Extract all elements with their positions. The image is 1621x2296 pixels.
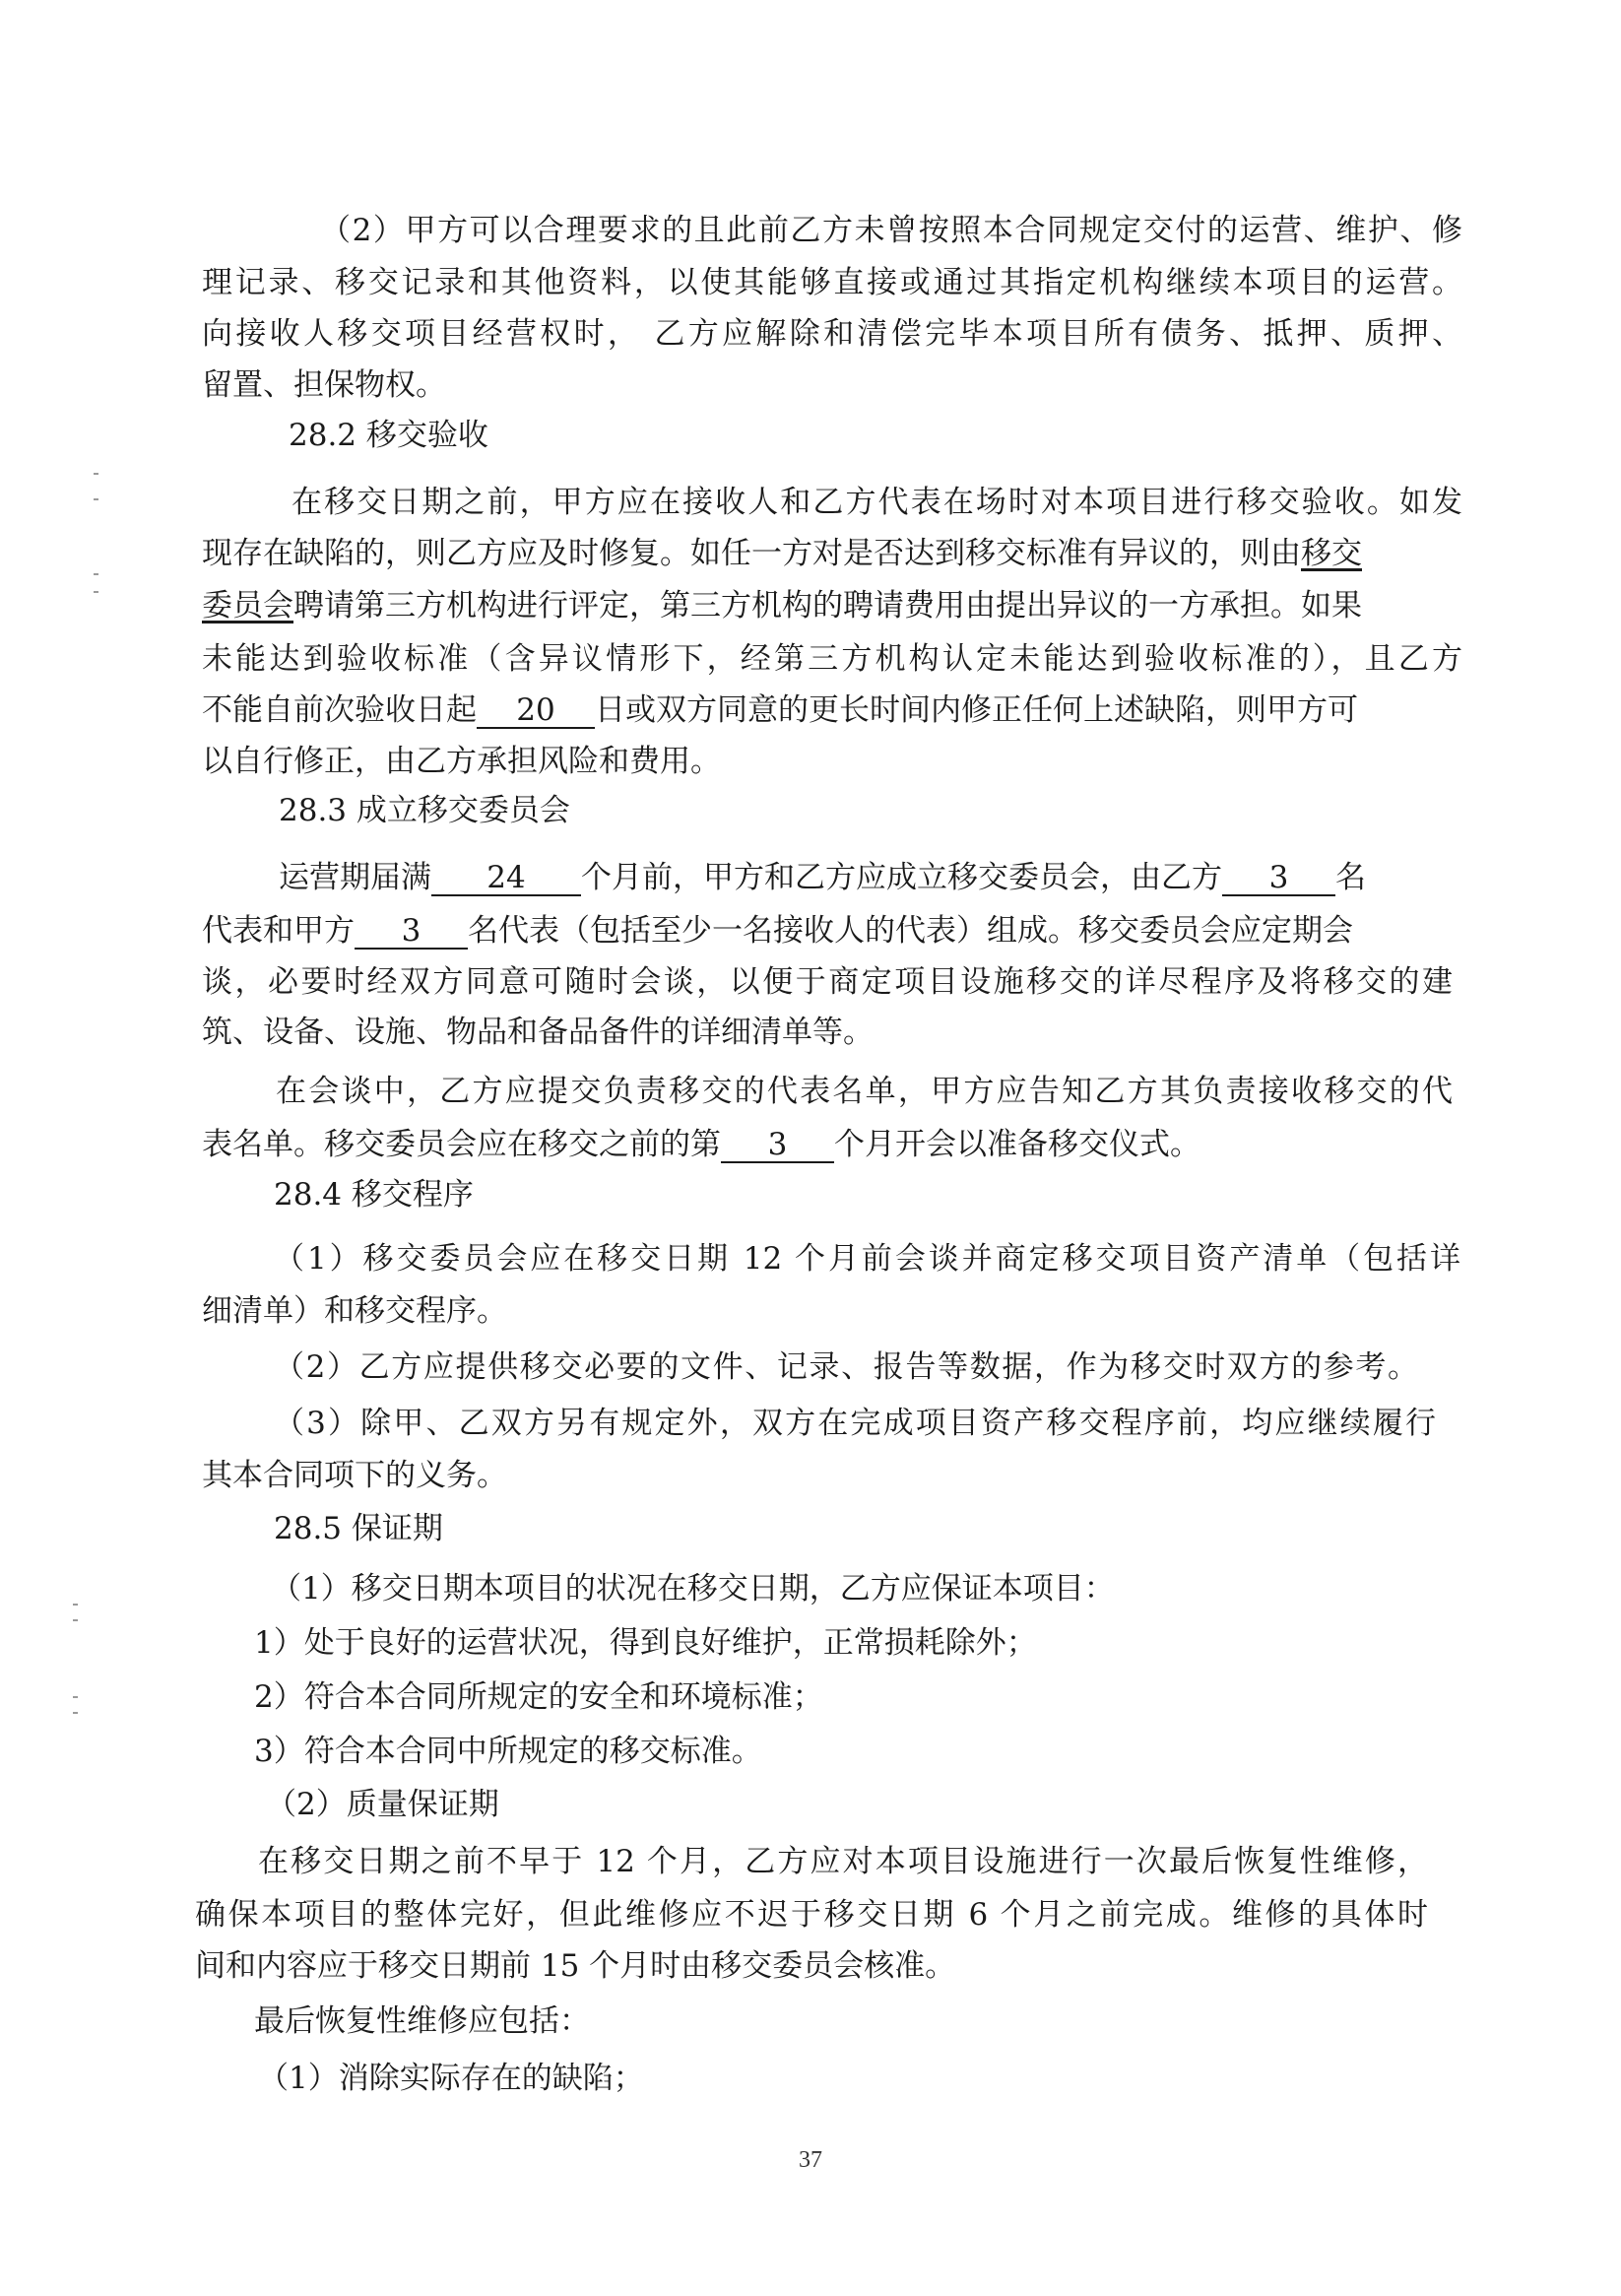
filled-blank: 3 — [1222, 861, 1335, 896]
binding-mark — [94, 498, 98, 500]
list-item: 2）符合本合同所规定的安全和环境标准； — [254, 1679, 823, 1715]
underlined-term: 委员会 — [202, 588, 293, 623]
list-item: （1）消除实际存在的缺陷； — [258, 2061, 644, 2096]
text-run: 日或双方同意的更长时间内修正任何上述缺陷，则甲方可 — [595, 692, 1358, 728]
paragraph-line: 在移交日期之前不早于 12 个月，乙方应对本项目设施进行一次最后恢复性维修， — [258, 1844, 1428, 1879]
paragraph-line: 最后恢复性维修应包括： — [254, 2003, 590, 2039]
paragraph-line: 向接收人移交项目经营权时， 乙方应解除和清偿完毕本项目所有债务、抵押、质押、 — [202, 316, 1462, 352]
paragraph-line: （2）乙方应提供移交必要的文件、记录、报告等数据，作为移交时双方的参考。 — [274, 1349, 1418, 1385]
filled-blank: 20 — [477, 693, 595, 729]
binding-mark — [94, 473, 98, 475]
page-number: 37 — [799, 2147, 822, 2173]
underlined-term: 移交 — [1301, 536, 1362, 571]
text-run: 名 — [1335, 860, 1366, 895]
paragraph-line: 确保本项目的整体完好，但此维修应不迟于移交日期 6 个月之前完成。维修的具体时 — [195, 1897, 1428, 1933]
text-run: 现存在缺陷的，则乙方应及时修复。如任一方对是否达到移交标准有异议的，则由 — [202, 536, 1301, 571]
list-item: 3）符合本合同中所规定的移交标准。 — [254, 1734, 762, 1769]
paragraph-line: （1）移交委员会应在移交日期 12 个月前会谈并商定移交项目资产清单（包括详 — [274, 1241, 1460, 1277]
paragraph-line: （2）质量保证期 — [266, 1787, 499, 1822]
paragraph-line: 留置、担保物权。 — [202, 367, 446, 403]
binding-mark — [73, 1696, 78, 1698]
paragraph-line — [202, 905, 1467, 956]
paragraph-line — [279, 852, 1544, 903]
text-run: 个月开会以准备移交仪式。 — [834, 1127, 1200, 1162]
binding-mark — [73, 1604, 78, 1606]
binding-mark — [73, 1712, 78, 1714]
binding-mark — [73, 1619, 78, 1621]
section-heading-28-5: 28.5 保证期 — [274, 1511, 443, 1546]
section-heading-28-3: 28.3 成立移交委员会 — [279, 793, 570, 828]
text-run: 运营期届满 — [279, 860, 431, 895]
filled-blank: 24 — [431, 861, 581, 896]
binding-mark — [94, 573, 98, 575]
paragraph-line: 在移交日期之前，甲方应在接收人和乙方代表在场时对本项目进行移交验收。如发 — [292, 485, 1462, 520]
section-heading-28-2: 28.2 移交验收 — [289, 418, 488, 453]
paragraph-line: 其本合同项下的义务。 — [202, 1458, 507, 1493]
paragraph-line: 谈，必要时经双方同意可随时会谈，以便于商定项目设施移交的详尽程序及将移交的建 — [202, 964, 1453, 1000]
paragraph-line — [202, 528, 1467, 579]
binding-mark — [94, 591, 98, 593]
text-run: 不能自前次验收日起 — [202, 692, 477, 728]
paragraph-line: （1）移交日期本项目的状况在移交日期，乙方应保证本项目： — [271, 1571, 1115, 1607]
paragraph-line: （2）甲方可以合理要求的且此前乙方未曾按照本合同规定交付的运营、维护、修 — [320, 213, 1462, 248]
text-run: 个月前，甲方和乙方应成立移交委员会，由乙方 — [581, 860, 1222, 895]
paragraph-line: 未能达到验收标准（含异议情形下，经第三方机构认定未能达到验收标准的），且乙方 — [202, 641, 1462, 677]
paragraph-line: 理记录、移交记录和其他资料，以使其能够直接或通过其指定机构继续本项目的运营。 — [202, 265, 1462, 300]
paragraph-line: 以自行修正，由乙方承担风险和费用。 — [202, 744, 721, 779]
section-heading-28-4: 28.4 移交程序 — [274, 1177, 474, 1213]
paragraph-line: 细清单）和移交程序。 — [202, 1293, 507, 1329]
paragraph-line — [202, 580, 1467, 631]
paragraph-line: 间和内容应于移交日期前 15 个月时由移交委员会核准。 — [195, 1948, 956, 1984]
paragraph-line: （3）除甲、乙双方另有规定外，双方在完成项目资产移交程序前，均应继续履行 — [274, 1406, 1436, 1441]
paragraph-line — [202, 1119, 1467, 1170]
text-run: 聘请第三方机构进行评定，第三方机构的聘请费用由提出异议的一方承担。如果 — [293, 588, 1362, 623]
list-item: 1）处于良好的运营状况，得到良好维护，正常损耗除外； — [254, 1625, 1037, 1661]
filled-blank: 3 — [721, 1128, 834, 1163]
paragraph-line — [202, 685, 1467, 736]
text-run: 表名单。移交委员会应在移交之前的第 — [202, 1127, 721, 1162]
filled-blank: 3 — [355, 914, 468, 950]
text-run: 名代表（包括至少一名接收人的代表）组成。移交委员会应定期会 — [468, 913, 1353, 949]
paragraph-line: 在会谈中，乙方应提交负责移交的代表名单，甲方应告知乙方其负责接收移交的代 — [276, 1074, 1453, 1109]
text-run: 代表和甲方 — [202, 913, 355, 949]
paragraph-line: 筑、设备、设施、物品和备品备件的详细清单等。 — [202, 1015, 874, 1050]
